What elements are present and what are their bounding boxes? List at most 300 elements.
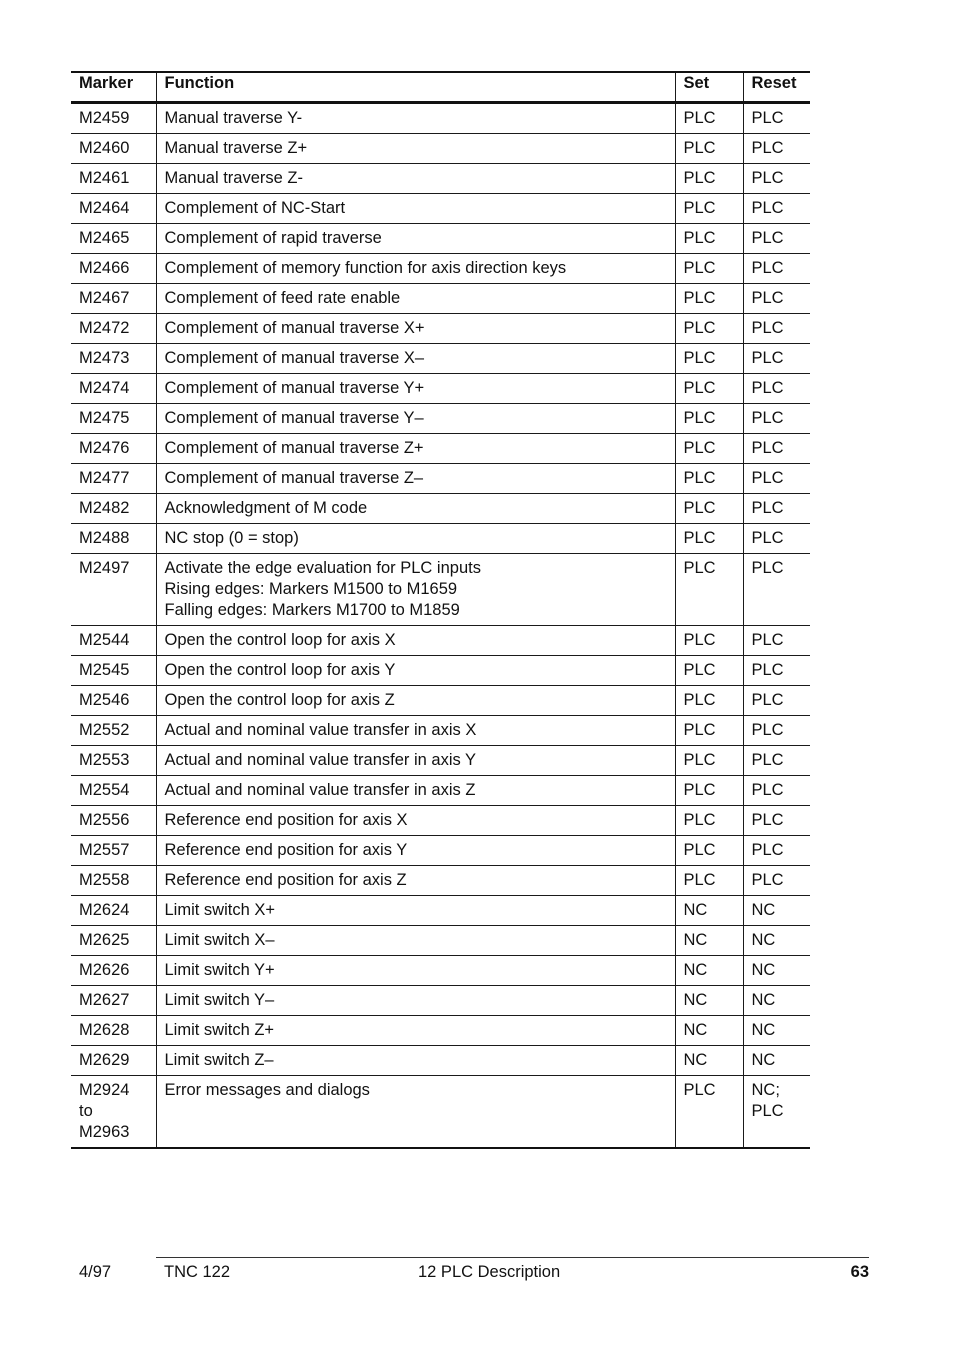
cell-reset: [743, 524, 810, 554]
marker-text: M2924: [79, 1081, 130, 1099]
reset-text: NC: [751, 901, 776, 919]
set-text: PLC: [683, 529, 716, 547]
cell-marker: [71, 284, 156, 314]
function-text: Complement of rapid traverse: [164, 229, 382, 247]
cell-set: [675, 986, 743, 1016]
marker-text: M2628: [79, 1021, 130, 1039]
marker-text: M2624: [79, 901, 130, 919]
function-text: Activate the edge evaluation for PLC inputs: [164, 559, 481, 577]
cell-reset: [743, 103, 810, 134]
table-row: [71, 626, 810, 656]
cell-reset: [743, 374, 810, 404]
set-text: PLC: [683, 721, 716, 739]
reset-text: PLC: [751, 841, 784, 859]
function-text: Open the control loop for axis Y: [164, 661, 396, 679]
cell-marker: [71, 896, 156, 926]
cell-set: [675, 656, 743, 686]
set-text: NC: [683, 961, 708, 979]
marker-text: M2556: [79, 811, 130, 829]
cell-set: [675, 434, 743, 464]
cell-reset: [743, 746, 810, 776]
cell-marker: [71, 806, 156, 836]
cell-set: [675, 626, 743, 656]
cell-set: [675, 686, 743, 716]
table-row: [71, 464, 810, 494]
function-text: Complement of manual traverse X+: [164, 319, 425, 337]
cell-marker: [71, 956, 156, 986]
cell-reset: [743, 434, 810, 464]
cell-reset: [743, 464, 810, 494]
set-text: PLC: [683, 169, 716, 187]
set-text: PLC: [683, 319, 716, 337]
marker-text: M2467: [79, 289, 130, 307]
cell-function: [156, 494, 675, 524]
function-text: Limit switch Y–: [164, 991, 275, 1009]
cell-reset: [743, 1046, 810, 1076]
function-text: Complement of manual traverse Z+: [164, 439, 424, 457]
cell-function: [156, 656, 675, 686]
cell-set: [675, 194, 743, 224]
marker-text: M2963: [79, 1123, 130, 1141]
cell-reset: [743, 866, 810, 896]
cell-marker: [71, 746, 156, 776]
function-text: Actual and nominal value transfer in axis X: [164, 721, 477, 739]
cell-function: [156, 926, 675, 956]
marker-text: M2460: [79, 139, 130, 157]
table-row: [71, 134, 810, 164]
cell-marker: [71, 1046, 156, 1076]
table-row: [71, 866, 810, 896]
cell-reset: [743, 1016, 810, 1046]
function-text: Reference end position for axis Y: [164, 841, 408, 859]
marker-text: M2545: [79, 661, 130, 679]
marker-text: M2557: [79, 841, 130, 859]
cell-reset: [743, 926, 810, 956]
cell-function: [156, 1016, 675, 1046]
set-text: PLC: [683, 499, 716, 517]
reset-text: PLC: [751, 109, 784, 127]
cell-reset: [743, 776, 810, 806]
reset-text: PLC: [751, 409, 784, 427]
cell-reset: [743, 716, 810, 746]
marker-text: M2473: [79, 349, 130, 367]
marker-text: M2472: [79, 319, 130, 337]
cell-set: [675, 344, 743, 374]
cell-marker: [71, 554, 156, 626]
cell-marker: [71, 194, 156, 224]
cell-reset: [743, 344, 810, 374]
reset-text: PLC: [751, 199, 784, 217]
reset-text: NC: [751, 931, 776, 949]
cell-set: [675, 836, 743, 866]
function-text: Actual and nominal value transfer in axis Y: [164, 751, 477, 769]
cell-function: [156, 374, 675, 404]
cell-set: [675, 103, 743, 134]
reset-text: PLC: [751, 1102, 784, 1120]
cell-set: [675, 554, 743, 626]
cell-set: [675, 806, 743, 836]
marker-table: [71, 71, 810, 1149]
reset-text: PLC: [751, 439, 784, 457]
function-text: Limit switch X–: [164, 931, 275, 949]
table-row: [71, 164, 810, 194]
cell-function: [156, 836, 675, 866]
table-row: [71, 1046, 810, 1076]
cell-marker: [71, 686, 156, 716]
reset-text: PLC: [751, 529, 784, 547]
set-text: PLC: [683, 199, 716, 217]
cell-function: [156, 776, 675, 806]
function-text: Reference end position for axis Z: [164, 871, 407, 889]
function-text: Complement of manual traverse X–: [164, 349, 425, 367]
table-row: [71, 656, 810, 686]
table-row: [71, 716, 810, 746]
reset-text: PLC: [751, 871, 784, 889]
reset-text: NC: [751, 961, 776, 979]
cell-reset: [743, 986, 810, 1016]
cell-function: [156, 554, 675, 626]
marker-text: M2629: [79, 1051, 130, 1069]
table-row: [71, 986, 810, 1016]
cell-function: [156, 746, 675, 776]
cell-function: [156, 194, 675, 224]
cell-set: [675, 224, 743, 254]
marker-text: M2552: [79, 721, 130, 739]
function-text: Limit switch X+: [164, 901, 275, 919]
function-text: Reference end position for axis X: [164, 811, 408, 829]
cell-reset: [743, 284, 810, 314]
cell-function: [156, 806, 675, 836]
marker-text: M2625: [79, 931, 130, 949]
cell-function: [156, 434, 675, 464]
cell-function: [156, 896, 675, 926]
table-row: [71, 344, 810, 374]
cell-function: [156, 986, 675, 1016]
cell-reset: [743, 1076, 810, 1149]
set-text: PLC: [683, 841, 716, 859]
set-text: PLC: [683, 349, 716, 367]
header-function: Function: [156, 72, 675, 103]
header-marker: Marker: [71, 72, 156, 103]
reset-text: PLC: [751, 781, 784, 799]
cell-marker: [71, 986, 156, 1016]
reset-text: PLC: [751, 259, 784, 277]
set-text: PLC: [683, 229, 716, 247]
cell-reset: [743, 134, 810, 164]
marker-text: M2482: [79, 499, 130, 517]
cell-set: [675, 716, 743, 746]
table-row: [71, 374, 810, 404]
table-row: [71, 103, 810, 134]
cell-reset: [743, 836, 810, 866]
set-text: PLC: [683, 469, 716, 487]
reset-text: PLC: [751, 229, 784, 247]
reset-text: PLC: [751, 319, 784, 337]
cell-set: [675, 494, 743, 524]
cell-function: [156, 134, 675, 164]
cell-function: [156, 224, 675, 254]
cell-set: [675, 164, 743, 194]
set-text: PLC: [683, 871, 716, 889]
cell-marker: [71, 374, 156, 404]
cell-function: [156, 956, 675, 986]
reset-text: PLC: [751, 349, 784, 367]
cell-marker: [71, 1016, 156, 1046]
reset-text: PLC: [751, 169, 784, 187]
table-row: [71, 254, 810, 284]
cell-set: [675, 134, 743, 164]
set-text: NC: [683, 1021, 708, 1039]
cell-set: [675, 866, 743, 896]
set-text: PLC: [683, 631, 716, 649]
reset-text: PLC: [751, 661, 784, 679]
table-row: [71, 1076, 810, 1149]
function-text: Complement of feed rate enable: [164, 289, 401, 307]
table-header: [71, 72, 810, 103]
cell-set: [675, 524, 743, 554]
reset-text: PLC: [751, 631, 784, 649]
cell-marker: [71, 716, 156, 746]
cell-reset: [743, 896, 810, 926]
cell-function: [156, 1076, 675, 1149]
function-text: Complement of manual traverse Y+: [164, 379, 425, 397]
set-text: PLC: [683, 661, 716, 679]
table-row: [71, 926, 810, 956]
reset-text: NC: [751, 1021, 776, 1039]
table-row: [71, 314, 810, 344]
reset-text: PLC: [751, 751, 784, 769]
cell-marker: [71, 103, 156, 134]
cell-reset: [743, 194, 810, 224]
cell-marker: [71, 164, 156, 194]
reset-text: NC: [751, 1051, 776, 1069]
set-text: PLC: [683, 289, 716, 307]
reset-text: PLC: [751, 691, 784, 709]
table-row: [71, 686, 810, 716]
cell-set: [675, 1046, 743, 1076]
cell-set: [675, 404, 743, 434]
marker-text: M2554: [79, 781, 130, 799]
function-text: Falling edges: Markers M1700 to M1859: [164, 601, 460, 619]
cell-set: [675, 374, 743, 404]
cell-marker: [71, 926, 156, 956]
table-row: [71, 896, 810, 926]
cell-set: [675, 254, 743, 284]
marker-text: to: [79, 1102, 93, 1120]
cell-function: [156, 626, 675, 656]
cell-set: [675, 1076, 743, 1149]
table-row: [71, 524, 810, 554]
marker-text: M2477: [79, 469, 130, 487]
cell-marker: [71, 404, 156, 434]
reset-text: PLC: [751, 499, 784, 517]
header-row: [71, 72, 810, 103]
cell-marker: [71, 776, 156, 806]
function-text: Limit switch Y+: [164, 961, 275, 979]
cell-reset: [743, 656, 810, 686]
set-text: PLC: [683, 259, 716, 277]
table-row: [71, 404, 810, 434]
function-text: Open the control loop for axis X: [164, 631, 396, 649]
cell-marker: [71, 1076, 156, 1149]
footer-chapter: 12 PLC Description: [418, 1263, 561, 1281]
footer-rule: [156, 1257, 869, 1258]
set-text: NC: [683, 901, 708, 919]
set-text: NC: [683, 991, 708, 1009]
marker-text: M2488: [79, 529, 130, 547]
set-text: PLC: [683, 811, 716, 829]
cell-reset: [743, 494, 810, 524]
marker-text: M2626: [79, 961, 130, 979]
cell-function: [156, 404, 675, 434]
marker-text: M2553: [79, 751, 130, 769]
reset-text: PLC: [751, 811, 784, 829]
marker-text: M2497: [79, 559, 130, 577]
cell-marker: [71, 524, 156, 554]
set-text: NC: [683, 931, 708, 949]
table-row: [71, 194, 810, 224]
function-text: Manual traverse Y-: [164, 109, 303, 127]
cell-marker: [71, 344, 156, 374]
set-text: PLC: [683, 439, 716, 457]
set-text: PLC: [683, 139, 716, 157]
reset-text: PLC: [751, 559, 784, 577]
cell-marker: [71, 464, 156, 494]
cell-set: [675, 1016, 743, 1046]
marker-text: M2466: [79, 259, 130, 277]
cell-function: [156, 314, 675, 344]
function-text: Manual traverse Z-: [164, 169, 303, 187]
cell-function: [156, 524, 675, 554]
function-text: Complement of memory function for axis direction keys: [164, 259, 567, 277]
table-row: [71, 284, 810, 314]
set-text: PLC: [683, 559, 716, 577]
set-text: PLC: [683, 1081, 716, 1099]
marker-text: M2459: [79, 109, 130, 127]
set-text: PLC: [683, 409, 716, 427]
table-row: [71, 554, 810, 626]
table-row: [71, 434, 810, 464]
cell-marker: [71, 314, 156, 344]
cell-marker: [71, 134, 156, 164]
reset-text: PLC: [751, 721, 784, 739]
cell-reset: [743, 224, 810, 254]
marker-text: M2475: [79, 409, 130, 427]
function-text: Complement of manual traverse Z–: [164, 469, 424, 487]
cell-function: [156, 1046, 675, 1076]
marker-text: M2461: [79, 169, 130, 187]
marker-text: M2464: [79, 199, 130, 217]
cell-set: [675, 314, 743, 344]
marker-text: M2544: [79, 631, 130, 649]
function-text: Complement of NC-Start: [164, 199, 346, 217]
cell-reset: [743, 554, 810, 626]
marker-text: M2546: [79, 691, 130, 709]
marker-text: M2476: [79, 439, 130, 457]
cell-reset: [743, 314, 810, 344]
table-row: [71, 1016, 810, 1046]
cell-function: [156, 866, 675, 896]
table-row: [71, 776, 810, 806]
cell-set: [675, 956, 743, 986]
cell-set: [675, 896, 743, 926]
cell-reset: [743, 686, 810, 716]
page-number: 63: [850, 1263, 869, 1281]
function-text: Limit switch Z+: [164, 1021, 275, 1039]
table-row: [71, 224, 810, 254]
set-text: NC: [683, 1051, 708, 1069]
function-text: Manual traverse Z+: [164, 139, 308, 157]
cell-function: [156, 103, 675, 134]
function-text: Actual and nominal value transfer in axis Z: [164, 781, 476, 799]
function-text: Complement of manual traverse Y–: [164, 409, 424, 427]
footer-date: 4/97: [79, 1263, 112, 1281]
cell-function: [156, 464, 675, 494]
function-text: Limit switch Z–: [164, 1051, 274, 1069]
set-text: PLC: [683, 379, 716, 397]
function-text: Rising edges: Markers M1500 to M1659: [164, 580, 458, 598]
cell-set: [675, 746, 743, 776]
cell-reset: [743, 164, 810, 194]
marker-text: M2627: [79, 991, 130, 1009]
cell-marker: [71, 836, 156, 866]
cell-set: [675, 464, 743, 494]
cell-set: [675, 776, 743, 806]
cell-function: [156, 164, 675, 194]
cell-marker: [71, 254, 156, 284]
footer-model: TNC 122: [164, 1263, 231, 1281]
cell-marker: [71, 224, 156, 254]
set-text: PLC: [683, 781, 716, 799]
cell-function: [156, 686, 675, 716]
header-reset: Reset: [743, 72, 810, 103]
function-text: NC stop (0 = stop): [164, 529, 299, 547]
table-row: [71, 746, 810, 776]
reset-text: PLC: [751, 469, 784, 487]
cell-set: [675, 926, 743, 956]
reset-text: PLC: [751, 379, 784, 397]
cell-marker: [71, 494, 156, 524]
cell-marker: [71, 656, 156, 686]
cell-set: [675, 284, 743, 314]
marker-text: M2474: [79, 379, 130, 397]
header-set: Set: [675, 72, 743, 103]
cell-function: [156, 254, 675, 284]
cell-reset: [743, 626, 810, 656]
marker-text: M2558: [79, 871, 130, 889]
table-row: [71, 494, 810, 524]
function-text: Error messages and dialogs: [164, 1081, 370, 1099]
function-text: Open the control loop for axis Z: [164, 691, 395, 709]
set-text: PLC: [683, 691, 716, 709]
function-text: Acknowledgment of M code: [164, 499, 368, 517]
cell-marker: [71, 626, 156, 656]
cell-function: [156, 344, 675, 374]
table-row: [71, 956, 810, 986]
cell-reset: [743, 404, 810, 434]
cell-marker: [71, 866, 156, 896]
cell-function: [156, 284, 675, 314]
cell-marker: [71, 434, 156, 464]
cell-reset: [743, 806, 810, 836]
reset-text: PLC: [751, 289, 784, 307]
reset-text: NC;: [751, 1081, 780, 1099]
cell-reset: [743, 254, 810, 284]
table-body: [71, 103, 810, 1149]
marker-text: M2465: [79, 229, 130, 247]
cell-function: [156, 716, 675, 746]
table-row: [71, 836, 810, 866]
